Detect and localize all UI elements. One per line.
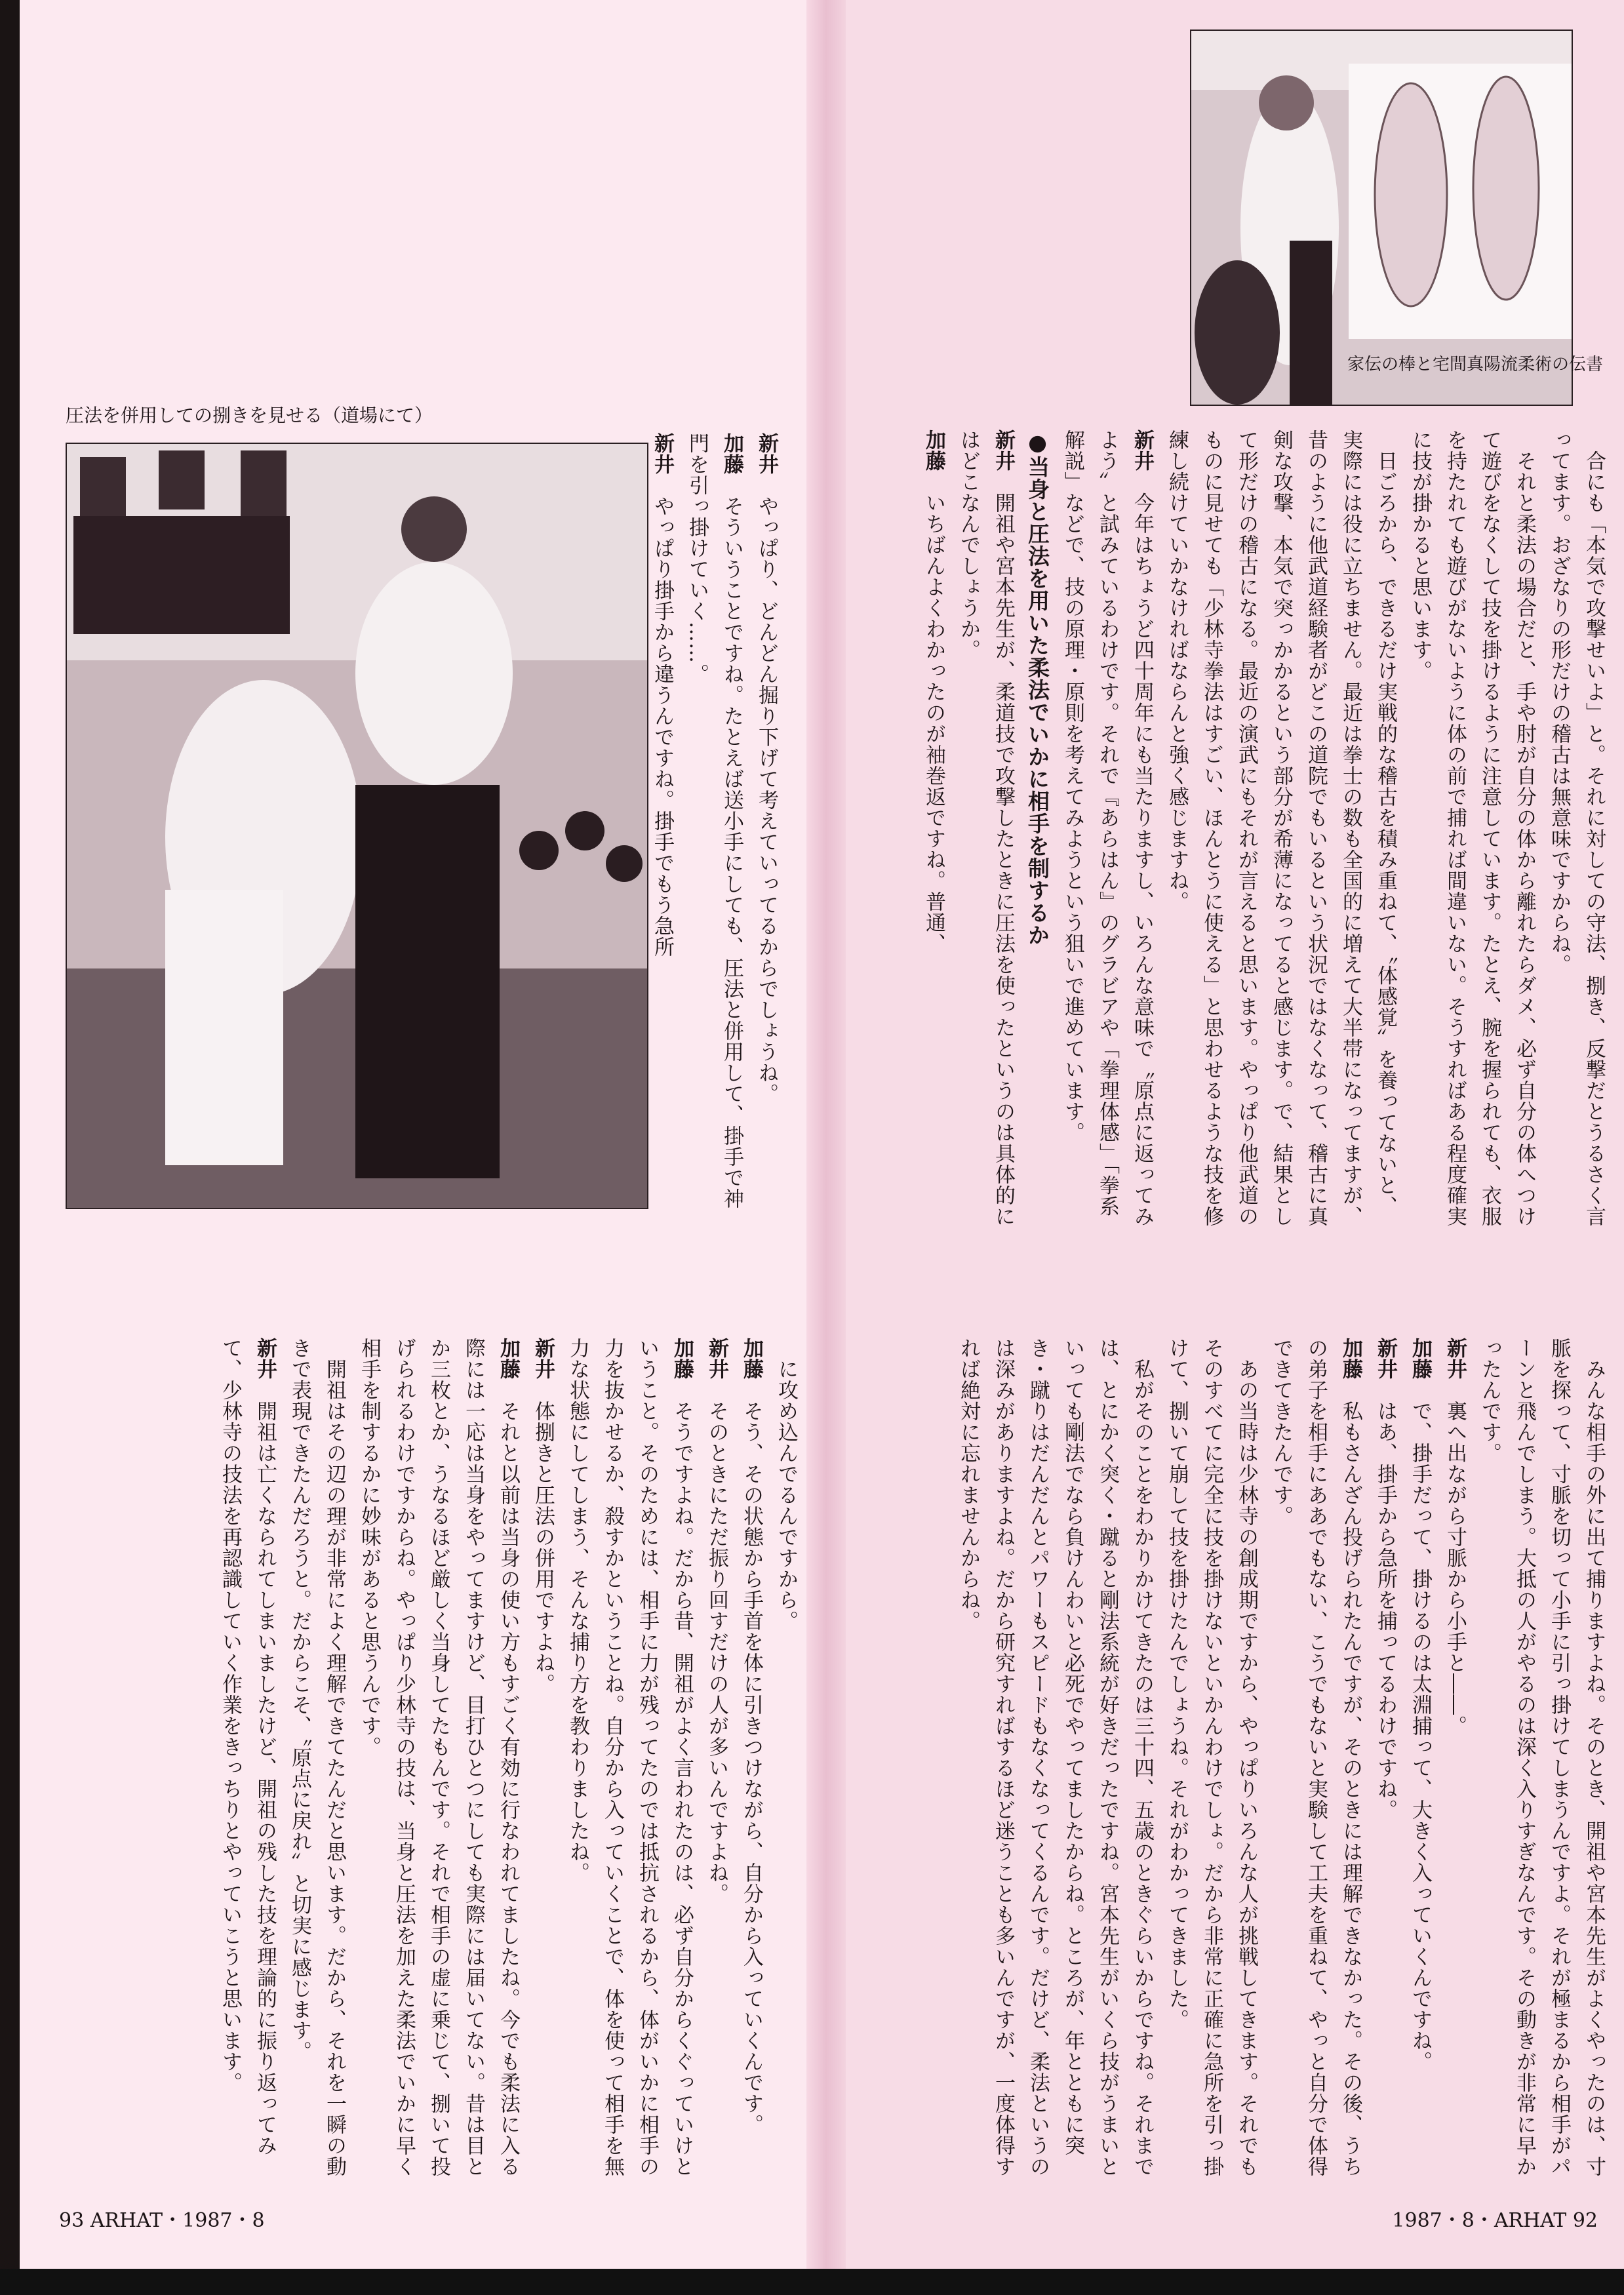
speaker-name: 加藤 — [1408, 1338, 1432, 1380]
photo-caption: 家伝の棒と宅間真陽流柔術の伝書 — [1347, 355, 1604, 374]
speaker-name: 新井 — [755, 433, 778, 475]
paragraph — [1368, 1338, 1402, 2184]
paragraph — [1402, 1338, 1437, 2184]
speaker-name: 新井 — [705, 1338, 728, 1380]
paragraph — [351, 1338, 525, 2184]
paragraph — [1159, 429, 1402, 1236]
paragraph-text: 裏へ出ながら寸脈から小手と――。 — [1443, 1401, 1467, 1736]
paragraph — [1263, 1338, 1368, 2184]
paragraph — [1541, 429, 1611, 1236]
speaker-name: 新井 — [531, 1338, 555, 1380]
paragraph — [1402, 429, 1541, 1236]
left-page — [20, 0, 823, 2295]
paragraph — [1055, 429, 1159, 1236]
paragraph — [749, 433, 783, 1220]
speaker-name: 新井 — [1374, 1338, 1397, 1380]
paragraph-text: 私がそのことをわかりかけてきたのは三十四、五歳のときぐらいからですね。それまでは、とにかく突く・蹴ると剛法系統が好きだったですね。宮本先生がいくら技がうまいといっても剛法でなら負けんわいと必死でやってましたからね。ところが、年とともに突き・蹴りはだんだんとパワーもスピードもなくなってくるんです。だけど、柔法というのは深みがありますよね。だから研究すればするほど迷うことも多いんですが、一度体得すれば絶対に忘れませんからね。 — [957, 1338, 1154, 2177]
paragraph-text: あの当時は少林寺の創成期ですから、やっぱりいろんな人が挑戦してきます。それでもそのすべてに完全に技を掛けないといかんわけでしょ。だから非常に正確に急所を引っ掛けて、捌いて崩して技を掛けたんでしょうね。それがわかってきました。 — [1165, 1338, 1258, 2177]
heading-text: ●当身と圧法を用いた柔法でいかに相手を制するか — [1025, 429, 1050, 946]
paragraph-text: みんな相手の外に出て捕りますよね。そのとき、開祖や宮本先生がよくやったのは、寸脈を探って、寸脈を切って小手に引っ掛けてしまうんですよ。それが極まるから相手がパーンと飛んでしまう。大抵の人がやるのは深く入りすぎなんです。その動きが非常に早かったんです。 — [1478, 1338, 1606, 2177]
paragraph-text: そうですよね。だから昔、開祖がよく言われたのは、必ず自分からくぐっていけということ。そのためには、相手に力が残ってたのでは抵抗されるから、体がいかに相手の力を抜かせるか、殺すかということね。自分から入っていくことで、体を使って相手を無力な状態にしてしまう、そんな捕り方を教わりましたね。 — [566, 1338, 694, 2177]
speaker-name: 加藤 — [740, 1338, 763, 1380]
paragraph-text: に攻め込んでるんですから。 — [774, 1359, 798, 1631]
speaker-name: 新井 — [1443, 1338, 1467, 1380]
paragraph-text: やっぱり、どんどん掘り下げて考えていってるからでしょうね。 — [755, 496, 778, 1104]
left-lower-column — [212, 1338, 803, 2184]
speaker-name: 新井 — [1130, 429, 1154, 471]
paragraph — [679, 433, 749, 1220]
speaker-name: 加藤 — [1339, 1338, 1362, 1380]
paragraph-text: いちばんよくわかったのが袖巻返ですね。普通、 — [922, 492, 945, 954]
scan-edge — [0, 2269, 1624, 2295]
paragraph — [212, 1338, 282, 2184]
paragraph — [951, 429, 1020, 1236]
paragraph-text: 今年はちょうど四十周年にも当たりますし、いろんな意味で〝原点に返ってみよう〟と試みているわけです。それで『あらはん』のグラビアや「拳理体感」「拳系解説」などで、技の原理・原則を考えてみようという狙いで進めています。 — [1061, 429, 1154, 1227]
speaker-name: 加藤 — [670, 1338, 694, 1380]
dojo-demonstration-photo — [66, 443, 648, 1209]
paragraph-text: 開祖はその辺の理が非常によく理解できてたんだと思います。だから、それを一瞬の動きで表現できたんだろうと。だからこそ、〝原点に戻れ〟と切実に感じます。 — [288, 1338, 346, 2177]
paragraph — [282, 1338, 351, 2184]
paragraph-text: そのときにただ振り回すだけの人が多いんですよね。 — [705, 1401, 728, 1904]
paragraph-text: 体捌きと圧法の併用ですよね。 — [531, 1401, 555, 1694]
right-upper-column — [916, 429, 1611, 1236]
paragraph-text: 日ごろから、できるだけ実戦的な稽古を積み重ねて、〝体感覚〟を養ってないと、実際には役に立ちません。最近は拳士の数も全国的に増えて大半帯になってますが、昔のように他武道経験者がどこの道院でもいるという状況ではなくなって、稽古に真剣な攻撃、本気で突っかかるという部分が希薄になってると感じます。で、結果として形だけの稽古になる。最近の演武にもそれが言えると思います。やっぱり他武道のものに見せても「少林寺拳法はすごい、ほんとうに使える」と思わせるような技を修練し続けていかなければならんと強く感じますね。 — [1165, 429, 1397, 1227]
paragraph-text: はあ、掛手から急所を捕ってるわけですね。 — [1374, 1401, 1397, 1820]
paragraph-text: で、掛手だって、掛けるのは太淵捕って、大きく入っていくんですね。 — [1408, 1401, 1432, 2072]
section-heading — [1020, 429, 1055, 1236]
speaker-name: 加藤 — [496, 1338, 520, 1380]
speaker-name: 加藤 — [922, 429, 945, 471]
speaker-name: 新井 — [253, 1338, 277, 1380]
paragraph-text: それと以前は当身の使い方もすごく有効に行なわれてましたね。今でも柔法に入る際には一応は当身をやってますけど、目打ひとつにしても実際には届いてない。昔は目とか三枚とか、うなるほど厳しく当身してたもんです。それで相手の虚に乗じて、捌いて投げられるわけですからね。やっぱり少林寺の技は、当身と圧法を加えた柔法でいかに早く相手を制するかに妙味があると思うんです。 — [357, 1338, 520, 2177]
paragraph-text: そういうことですね。たとえば送小手にしても、圧法と併用して、掛手で神門を引っ掛けていく……。 — [685, 433, 743, 1209]
paragraph-text: やっぱり掛手から違うんですね。掛手でもう急所 — [650, 496, 674, 957]
paragraph — [734, 1338, 768, 2184]
right-lower-column — [951, 1338, 1611, 2184]
paragraph — [644, 433, 679, 1220]
left-upper-column — [644, 433, 783, 1220]
paragraph-text: 合にも「本気で攻撃せいよ」と。それに対しての守法、捌き、反撃だとうるさく言ってます。おざなりの形だけの稽古は無意味ですからね。 — [1547, 429, 1606, 1227]
speaker-name: 新井 — [650, 433, 674, 475]
page-gutter — [806, 0, 846, 2295]
paragraph-text: 開祖や宮本先生が、柔道技で攻撃したときに圧法を使ったというのは具体的にはどこなんでしょうか。 — [957, 429, 1015, 1227]
paragraph — [1472, 1338, 1611, 2184]
paragraph — [1437, 1338, 1472, 2184]
paragraph — [525, 1338, 560, 2184]
speaker-name: 加藤 — [720, 433, 743, 475]
page-folio-left: 93 ARHAT・1987・8 — [59, 2209, 265, 2232]
paragraph — [1159, 1338, 1263, 2184]
speaker-name: 新井 — [991, 429, 1015, 471]
page-folio-right: 1987・8・ARHAT 92 — [1392, 2209, 1598, 2232]
paragraph-text: 開祖は亡くなられてしまいましたけど、開祖の残した技を理論的に振り返ってみて、少林寺の技法を再認識していく作業をきっちりとやっていこうと思います。 — [218, 1338, 277, 2156]
paragraph-text: 私もさんざん投げられたんですが、そのときには理解できなかった。その後、うちの弟子を相手にああでもない、こうでもないと実験して工夫を重ねて、やっと自分で体得できてきたんです。 — [1269, 1338, 1362, 2177]
paragraph-text: そう、その状態から手首を体に引きつけながら、自分から入っていくんです。 — [740, 1401, 763, 2135]
photo-caption: 圧法を併用しての捌きを見せる（道場にて） — [66, 405, 433, 426]
right-page — [823, 0, 1624, 2295]
family-staff-scroll-photo — [1190, 30, 1573, 406]
paragraph — [916, 429, 951, 1236]
paragraph — [768, 1338, 803, 2184]
paragraph — [951, 1338, 1159, 2184]
paragraph — [560, 1338, 699, 2184]
paragraph — [699, 1338, 734, 2184]
paragraph-text: それと柔法の場合だと、手や肘が自分の体から離れたらダメ、必ず自分の体へつけて遊びをなくして技を掛けるように注意しています。たとえ、腕を握られても、衣服を持たれても遊びがないように体の前で捕れば間違いない。そうすればある程度確実に技が掛かると思います。 — [1408, 429, 1536, 1227]
